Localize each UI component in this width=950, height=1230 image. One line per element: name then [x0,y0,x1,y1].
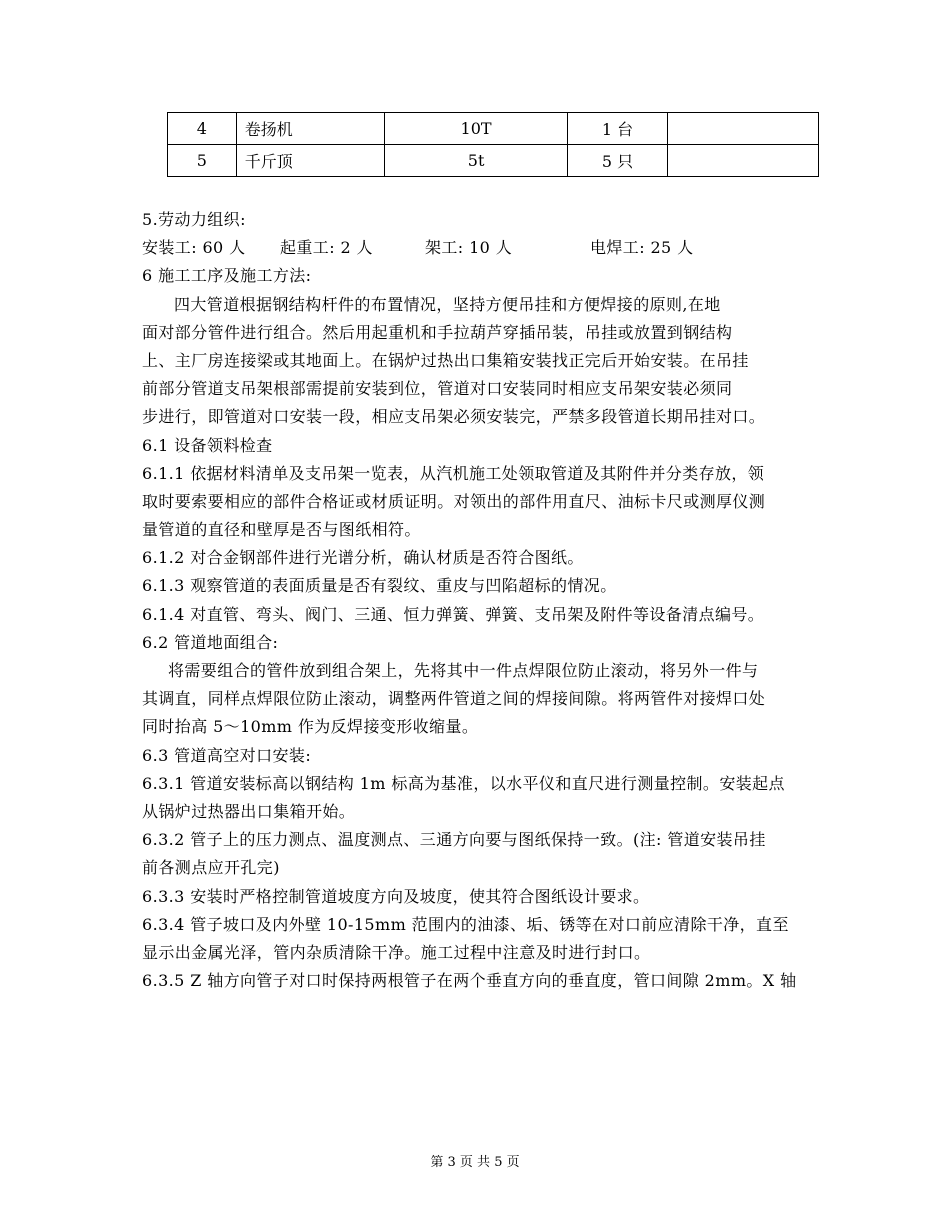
section-heading: 6 施工工序及施工方法: [142,266,312,286]
paragraph-line: 面对部分管件进行组合。然后用起重机和手拉葫芦穿插吊装，吊挂或放置到钢结构 [142,322,733,342]
page-footer: 第 3 页 共 5 页 [430,1155,520,1170]
labor-heading: 5.劳动力组织: [142,210,246,229]
equipment-note [668,145,819,177]
paragraph-line: 同时抬高 5～10mm 作为反焊接变形收缩量。 [142,717,479,737]
paragraph-line: 前各测点应开孔完) [142,858,280,878]
row-number: 5 [168,145,237,177]
labor-installers: 安装工: 60 人 [142,238,246,258]
equipment-quantity: 5 只 [567,145,667,177]
paragraph-line: 6.3.2 管子上的压力测点、温度测点、三通方向要与图纸保持一致。(注: 管道安装吊挂 [142,830,766,850]
equipment-name: 千斤顶 [236,145,385,177]
paragraph-line: 步进行，即管道对口安装一段，相应支吊架必须安装完，严禁多段管道长期吊挂对口。 [142,407,766,427]
paragraph-line: 6.1.3 观察管道的表面质量是否有裂纹、重皮与凹陷超标的情况。 [142,576,617,596]
paragraph-line: 6.1.2 对合金钢部件进行光谱分析，确认材质是否符合图纸。 [142,548,584,568]
labor-riggers: 起重工: 2 人 [280,238,373,258]
paragraph-line: 四大管道根据钢结构杆件的布置情况，坚持方便吊挂和方便焊接的原则,在地 [174,294,721,314]
paragraph-line: 上、主厂房连接梁或其地面上。在锅炉过热出口集箱安装找正完后开始安装。在吊挂 [142,350,749,370]
paragraph-line: 6.3.1 管道安装标高以钢结构 1m 标高为基准，以水平仪和直尺进行测量控制。安装起点 [142,773,785,793]
paragraph-line: 6.3.4 管子坡口及内外壁 10-15mm 范围内的油漆、垢、锈等在对口前应清除干净，直至 [142,914,789,934]
paragraph-line: 取时要索要相应的部件合格证或材质证明。对领出的部件用直尺、油标卡尺或测厚仪测 [142,491,766,511]
equipment-note [668,113,819,145]
labor-welders: 电焊工: 25 人 [590,238,694,258]
row-number: 4 [168,113,237,145]
paragraph-line: 6.3.5 Z 轴方向管子对口时保持两根管子在两个垂直方向的垂直度，管口间隙 2mm。X 轴 [142,971,797,991]
labor-scaffolders: 架工: 10 人 [425,238,513,258]
paragraph-line: 其调直，同样点焊限位防止滚动，调整两件管道之间的焊接间隙。将两管件对接焊口处 [142,689,766,709]
table-row [168,113,819,145]
paragraph-line: 前部分管道支吊架根部需提前安装到位，管道对口安装同时相应支吊架安装必须同 [142,379,733,399]
equipment-spec: 10T [385,113,567,145]
body-text [142,206,832,995]
section-heading: 6.2 管道地面组合: [142,632,279,652]
paragraph-line: 从锅炉过热器出口集箱开始。 [142,801,356,821]
paragraph-line: 将需要组合的管件放到组合架上，先将其中一件点焊限位防止滚动，将另外一件与 [168,661,759,680]
paragraph-line: 量管道的直径和壁厚是否与图纸相符。 [142,520,421,540]
section-heading: 6.1 设备领料检查 [142,435,273,455]
labor-line [142,234,832,262]
section-heading: 6.3 管道高空对口安装: [142,745,312,765]
equipment-table [167,112,819,177]
equipment-quantity: 1 台 [567,113,667,145]
table-row [168,145,819,177]
equipment-spec: 5t [385,145,567,177]
paragraph-line: 6.1.1 依据材料清单及支吊架一览表，从汽机施工处领取管道及其附件并分类存放，领 [142,463,765,483]
paragraph-line: 显示出金属光泽，管内杂质清除干净。施工过程中注意及时进行封口。 [142,942,651,962]
paragraph-line: 6.3.3 安装时严格控制管道坡度方向及坡度，使其符合图纸设计要求。 [142,886,650,906]
paragraph-line: 6.1.4 对直管、弯头、阀门、三通、恒力弹簧、弹簧、支吊架及附件等设备清点编号。 [142,604,765,624]
equipment-name: 卷扬机 [236,113,385,145]
